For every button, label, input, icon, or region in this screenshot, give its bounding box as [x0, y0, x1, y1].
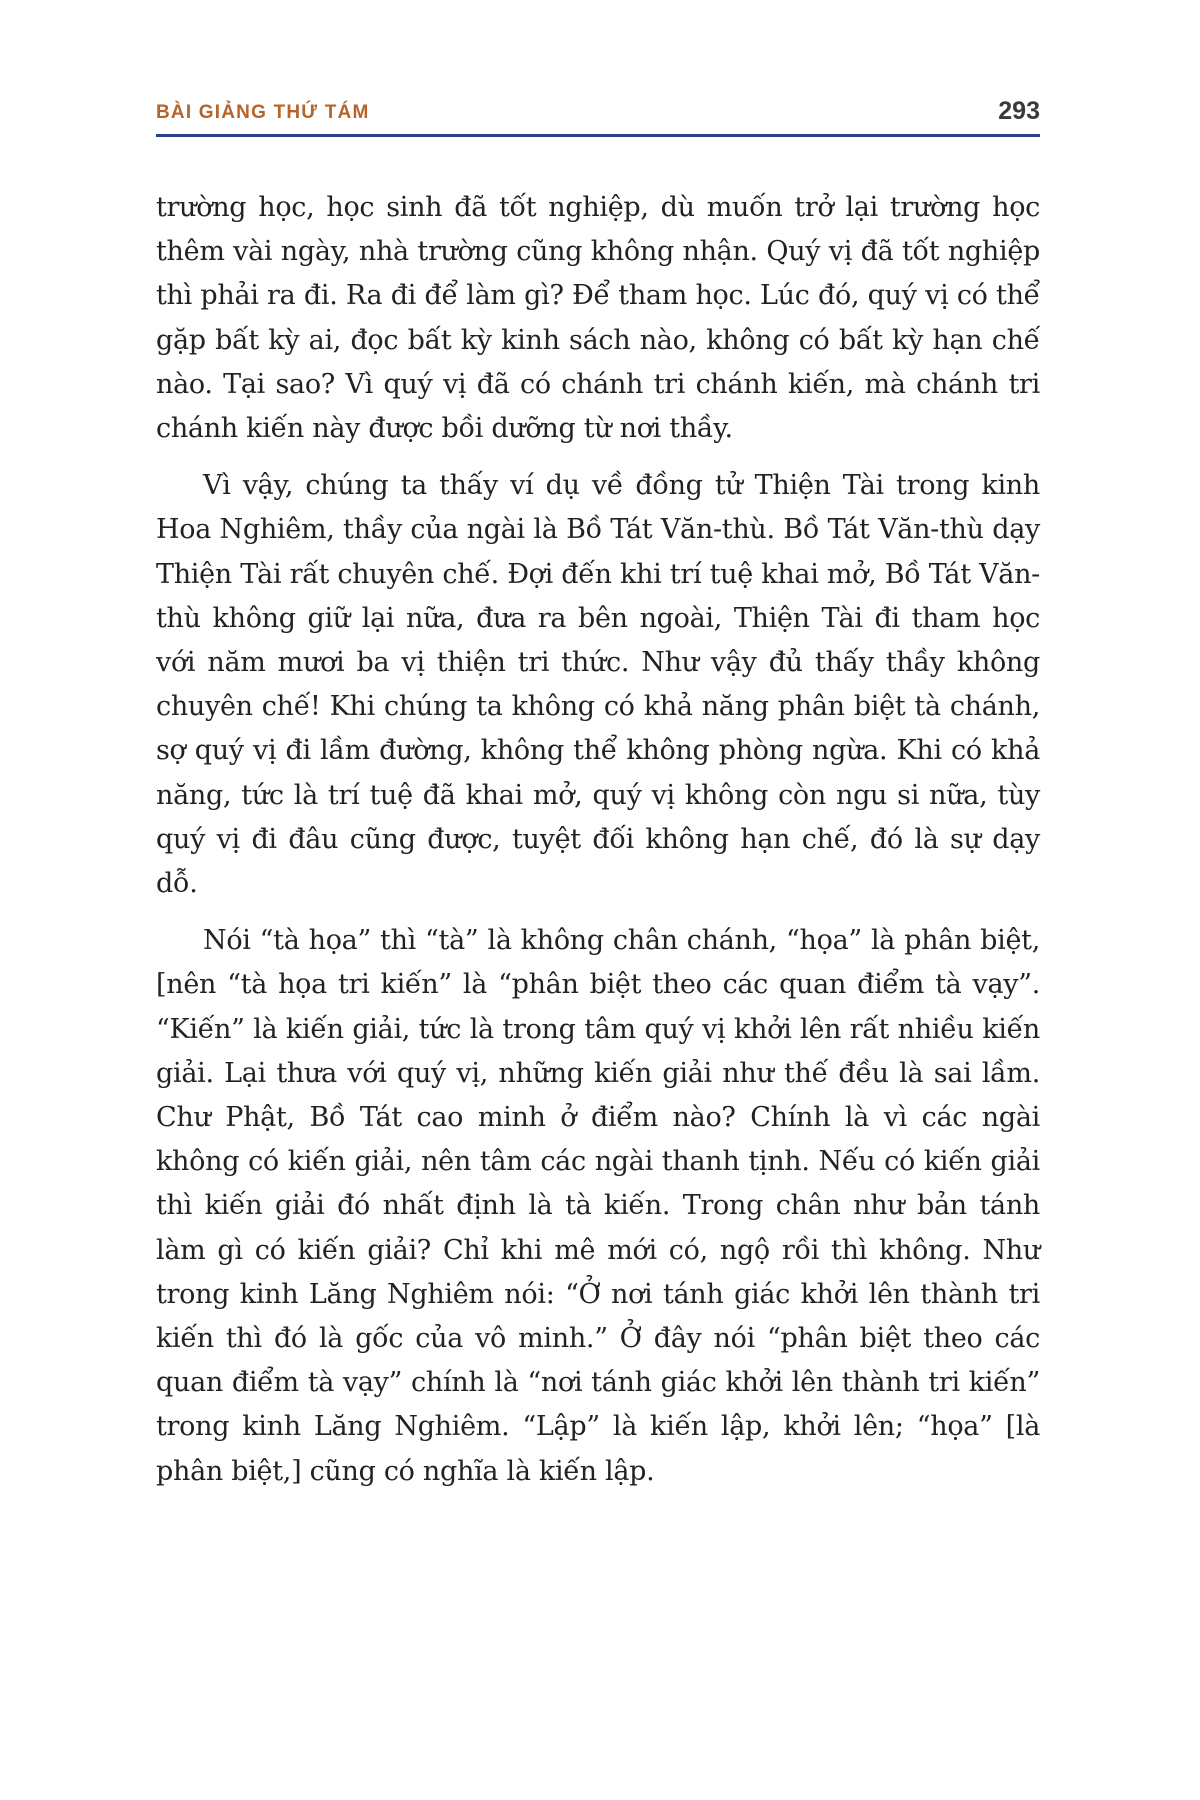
header-divider: [156, 134, 1040, 137]
running-header: [156, 98, 1040, 132]
body-text: [156, 186, 1040, 1507]
page-number: 293: [998, 97, 1040, 125]
paragraph-2: Vì vậy, chúng ta thấy ví dụ về đồng tử Thiện Tài trong kinh Hoa Nghiêm, thầy của ngài là Bồ Tát Văn-thù. Bồ Tát Văn-thù dạy Thiện Tài rất chuyên chế. Đợi đến khi trí tuệ khai mở, Bồ Tát Văn-thù không giữ lại nữa, đưa ra bên ngoài, Thiện Tài đi tham học với năm mươi ba vị thiện tri thức. Như vậy đủ thấy thầy không chuyên chế! Khi chúng ta không có khả năng phân biệt tà chánh, sợ quý vị đi lầm đường, không thể không phòng ngừa. Khi có khả năng, tức là trí tuệ đã khai mở, quý vị không còn ngu si nữa, tùy quý vị đi đâu cũng được, tuyệt đối không hạn chế, đó là sự dạy dỗ.: [156, 470, 1040, 900]
paragraph-1: trường học, học sinh đã tốt nghiệp, dù muốn trở lại trường học thêm vài ngày, nhà trường cũng không nhận. Quý vị đã tốt nghiệp thì phải ra đi. Ra đi để làm gì? Để tham học. Lúc đó, quý vị có thể gặp bất kỳ ai, đọc bất kỳ kinh sách nào, không có bất kỳ hạn chế nào. Tại sao? Vì quý vị đã có chánh tri chánh kiến, mà chánh tri chánh kiến này được bồi dưỡng từ nơi thầy.: [156, 192, 1040, 445]
section-title: BÀI GIẢNG THỨ TÁM: [156, 102, 370, 123]
paragraph-3: Nói “tà họa” thì “tà” là không chân chánh, “họa” là phân biệt, [nên “tà họa tri kiến” là “phân biệt theo các quan điểm tà vạy”. “Kiến” là kiến giải, tức là trong tâm quý vị khởi lên rất nhiều kiến giải. Lại thưa với quý vị, những kiến giải như thế đều là sai lầm. Chư Phật, Bồ Tát cao minh ở điểm nào? Chính là vì các ngài không có kiến giải, nên tâm các ngài thanh tịnh. Nếu có kiến giải thì kiến giải đó nhất định là tà kiến. Trong chân như bản tánh làm gì có kiến giải? Chỉ khi mê mới có, ngộ rồi thì không. Như trong kinh Lăng Nghiêm nói: “Ở nơi tánh giác khởi lên thành tri kiến thì đó là gốc của vô minh.” Ở đây nói “phân biệt theo các quan điểm tà vạy” chính là “nơi tánh giác khởi lên thành tri kiến” trong kinh Lăng Nghiêm. “Lập” là kiến lập, khởi lên; “họa” [là phân biệt,] cũng có nghĩa là kiến lập.: [156, 925, 1040, 1487]
